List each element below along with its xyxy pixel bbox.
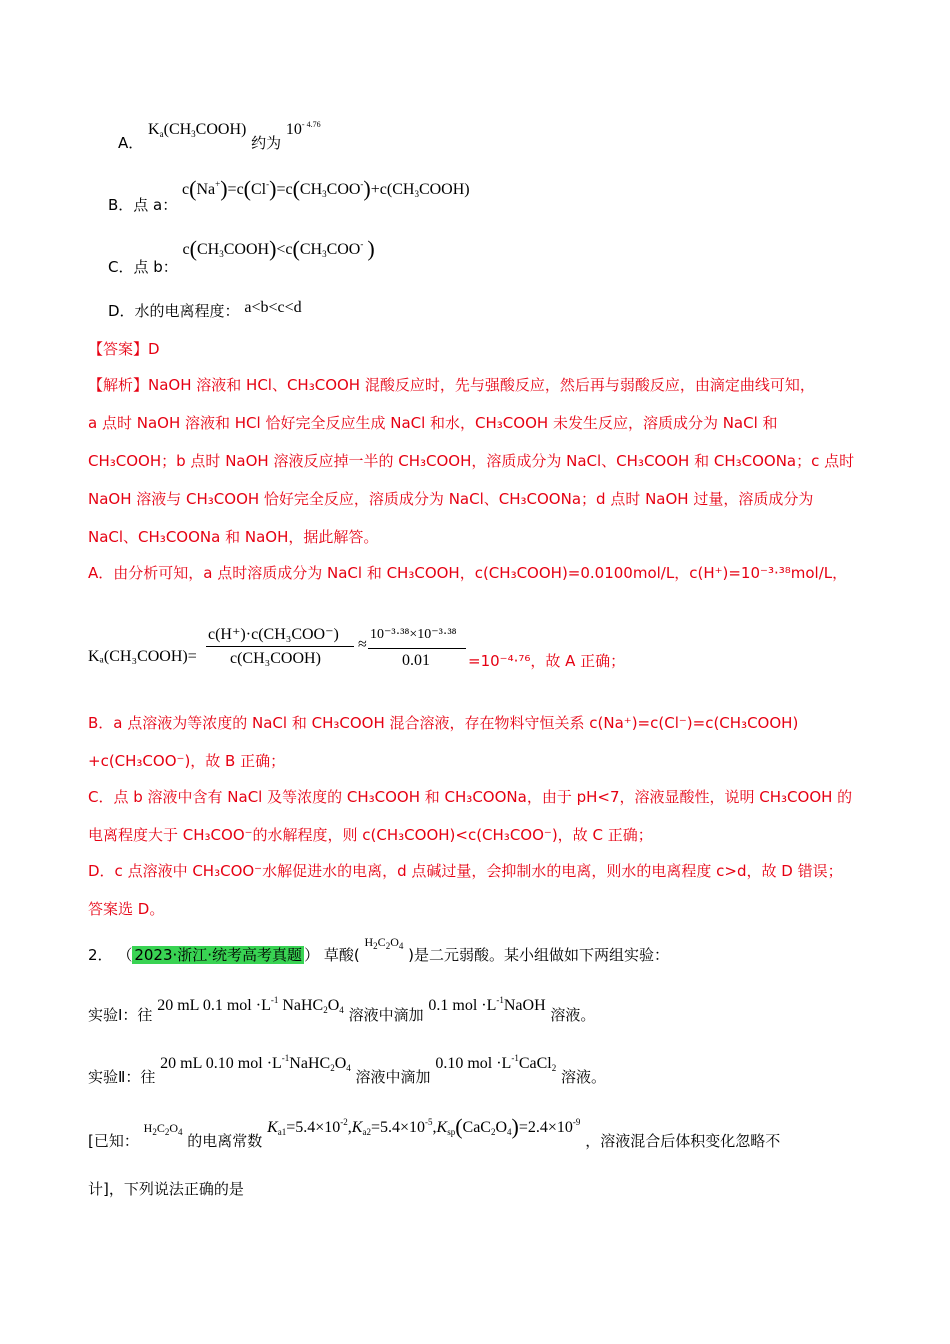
exp1-reagent-b: 0.1 mol $\cdot L^{-1}NaOH$ (428, 995, 546, 1014)
analysis-b-line-2: +c(CH₃COO⁻)，故 B 正确； (88, 752, 286, 770)
fraction-bar (206, 646, 354, 647)
answer-line: 【答案】D (88, 340, 160, 358)
option-a-ka: $K_a(CH_3COOH)$ (148, 121, 247, 139)
analysis-d-line-1: D．c 点溶液中 CH₃COO⁻水解促进水的电离，d 点碱过量，会抑制水的电离，则水的电离程度 c>d，故 D 错误； (88, 862, 843, 880)
analysis-a-line: A．由分析可知，a 点时溶质成分为 NaCl 和 CH₃COOH，c(CH₃COOH)=0.0100mol/L，c(H⁺)=10⁻³·³⁸mol/L， (88, 564, 848, 582)
question-number: 2． (88, 946, 113, 964)
analysis-intro: 【解析】NaOH 溶液和 HCl、CH₃COOH 混酸反应时，先与强酸反应，然后再与弱酸反应，由滴定曲线可知， (88, 376, 815, 394)
analysis-b-line-1: B．a 点溶液为等浓度的 NaCl 和 CH₃COOH 混合溶液，存在物料守恒关系 c(Na⁺)=c(Cl⁻)=c(CH₃COOH) (88, 714, 799, 732)
experiment-2 (88, 1052, 950, 1086)
option-c (108, 236, 950, 276)
option-d-expr: a<b<c<d (244, 299, 302, 316)
fraction2-bar (368, 648, 466, 649)
ka-result: =10⁻⁴·⁷⁶，故 A 正确； (468, 652, 626, 670)
exp1-end: 溶液。 (550, 1006, 596, 1024)
option-b-label: B．点 a： (108, 196, 178, 214)
known-constants (88, 1114, 950, 1150)
question-text-1: 草酸( (323, 946, 360, 964)
option-a (118, 118, 950, 152)
option-d (108, 300, 950, 321)
analysis-c-line-1: C．点 b 溶液中含有 NaCl 及等浓度的 CH₃COOH 和 CH₃COONa，由于 pH<7，溶液显酸性，说明 CH₃COOH 的 (88, 788, 853, 806)
analysis-d-line-2: 答案选 D。 (88, 900, 165, 918)
question-text-2: )是二元弱酸。某小组做如下两组实验： (408, 946, 669, 964)
fraction2-numerator: 10⁻³·³⁸×10⁻³·³⁸ (370, 627, 457, 642)
option-a-label: A． (118, 134, 144, 152)
exp2-mid: 溶液中滴加 (355, 1068, 431, 1086)
exp2-end: 溶液。 (561, 1068, 607, 1086)
option-a-exp: $10^{- 4.76}$ (285, 120, 321, 138)
exp2-reagent-b: 0.10 mol $\cdot L^{-1}CaCl_2$ (435, 1053, 557, 1073)
ka-label: Kₐ(CH₃COOH)= (88, 648, 197, 665)
source-tag[interactable]: 2023·浙江·统考高考真题 (134, 946, 303, 964)
experiment-1 (88, 994, 950, 1024)
question-tail: 计]，下列说法正确的是 (88, 1180, 244, 1198)
option-a-text: 约为 (251, 134, 282, 152)
analysis-line-4: NaOH 溶液与 CH₃COOH 恰好完全反应，溶质成分为 NaCl、CH₃COONa；d 点时 NaOH 过量，溶质成分为 (88, 490, 814, 508)
known-label: [已知： (88, 1132, 139, 1150)
known-formula: $H_2C_2O_4$ (143, 1121, 183, 1137)
fraction-numerator: c(H⁺)·c(CH₃COO⁻) (208, 626, 339, 643)
option-c-expr: $c(CH_3COOH)<c(CH_3COO^-$ ) (182, 236, 375, 261)
known-tail: ，溶液混合后体积变化忽略不 (585, 1132, 781, 1150)
known-expr: $K_{a1}=5.4\times 10^{-2},K_{a2}=5.4\times 10^{-5},K_{sp}(CaC_2O_4)=2.4\times 10^{-9}$ (267, 1114, 581, 1139)
fraction2-denominator: 0.01 (402, 652, 430, 669)
analysis-line-3: CH₃COOH；b 点时 NaOH 溶液反应掉一半的 CH₃COOH，溶质成分为 NaCl、CH₃COOH 和 CH₃COONa；c 点时 (88, 452, 855, 470)
exp1-mid: 溶液中滴加 (348, 1006, 424, 1024)
option-b (108, 176, 950, 214)
question-2: 2． （ 2023·浙江·统考高考真题 ） 草酸( $^{H_2C_2O_4}$ )是二元弱酸。某小组做如下两组实验： (88, 935, 669, 964)
exp1-label: 实验Ⅰ：往 (88, 1006, 153, 1024)
fraction-denominator: c(CH₃COOH) (230, 650, 321, 667)
approx-sign: ≈ (358, 636, 367, 653)
oxalic-formula: H2C2O4 (364, 935, 404, 951)
analysis-c-line-2: 电离程度大于 CH₃COO⁻的水解程度，则 c(CH₃COOH)<c(CH₃COO⁻)，故 C 正确； (88, 826, 653, 844)
analysis-line-5: NaCl、CH₃COONa 和 NaOH，据此解答。 (88, 528, 379, 546)
exp2-label: 实验Ⅱ：往 (88, 1068, 156, 1086)
known-text: 的电离常数 (187, 1132, 263, 1150)
analysis-line-2: a 点时 NaOH 溶液和 HCl 恰好完全反应生成 NaCl 和水，CH₃COOH 未发生反应，溶质成分为 NaCl 和 (88, 414, 778, 432)
option-b-expr: $c(Na^+)=c(Cl^-)=c(CH_3COO^-)+c(CH_3COOH)$ (182, 176, 470, 201)
option-c-label: C．点 b： (108, 258, 178, 276)
exp1-reagent-a: 20 mL 0.1 mol $\cdot L^{-1}$ $NaHC_2O_4$ (157, 995, 344, 1015)
exp2-reagent-a: 20 mL 0.10 mol $\cdot L^{-1}NaHC_2O_4$ (160, 1053, 351, 1073)
option-d-label: D．水的电离程度： (108, 302, 240, 320)
